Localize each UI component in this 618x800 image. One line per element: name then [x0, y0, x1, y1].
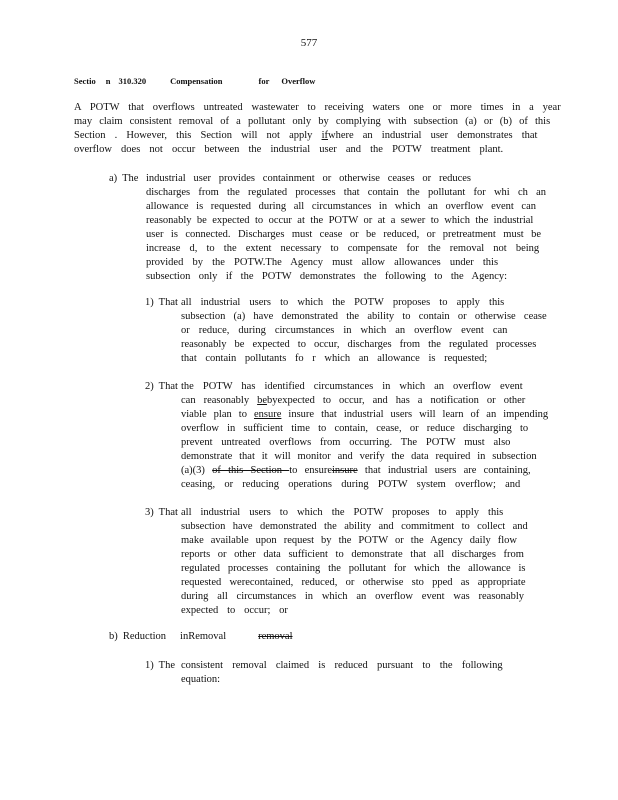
text-line: all industrial users to which the POTW proposes to apply this [181, 297, 505, 308]
heading-title-word-3: Overflow [281, 76, 316, 86]
subsection-b-1-label: 1) The [145, 660, 176, 671]
text-line: equation: [181, 674, 221, 685]
text-line: can reasonably bebyexpected to occur, and has a notification or other [181, 395, 526, 406]
text-line: consistent removal claimed is reduced pursuant to the following [181, 660, 503, 671]
text-line: during all circumstances in which an overflow event was reasonably [181, 591, 524, 602]
text-line: prevent untreated overflows from occurring. The POTW must also [181, 437, 511, 448]
text-line: reports or other data sufficient to demonstrate that all discharges from [181, 549, 524, 560]
text-line: subsection have demonstrated the ability and commitment to collect and [181, 521, 528, 532]
deleted-text: insure [332, 465, 358, 476]
text-line: expected to occur; or [181, 605, 288, 616]
text-line: reasonably be expected to occur at the POTW or at a sewer to which the industrial [146, 215, 534, 226]
deleted-text: removal [258, 631, 293, 642]
text-line: allowance is requested during all circumstances in which an overflow event can [146, 201, 537, 212]
section-number: 310.320 [118, 76, 147, 86]
text-line: all industrial users to which the POTW proposes to apply this [181, 507, 504, 518]
intro-line: may claim consistent removal of a pollutant only by complying with subsection (a) or (b) of this [74, 116, 551, 127]
text-line: the POTW has identified circumstances in which an overflow event [181, 381, 523, 392]
section-word: Sectio [74, 76, 96, 86]
text-line: demonstrate that it will monitor and verify the data required in subsection [181, 451, 537, 462]
text-line: discharges from the regulated processes that contain the pollutant for whi ch an [146, 187, 546, 198]
intro-paragraph [74, 101, 561, 157]
inserted-text: be [257, 395, 268, 406]
text-line: increase d, to the extent necessary to compensate for the removal not being [146, 243, 540, 254]
text-line: make available upon request by the POTW or the Agency daily flow [181, 535, 518, 546]
text-line: subsection only if the POTW demonstrates the following to the Agency: [146, 271, 508, 282]
deleted-text: of this Section [212, 465, 290, 476]
text-line: regulated processes containing the pollutant for which the allowance is [181, 563, 526, 574]
subsection-a-1-label: 1) That [145, 297, 178, 308]
intro-line: Section . However, this Section will not apply ifwhere an industrial user demonstrates that [74, 130, 538, 141]
subsection-a-3-label: 3) That [145, 507, 178, 518]
heading-title-word-1: Compensation [170, 76, 223, 86]
subsection-b [109, 630, 539, 644]
section-letter: n [105, 76, 111, 86]
text-line: overflow in sufficient time to contain, cease, or reduce discharging to [181, 423, 529, 434]
text-line: industrial user provides containment or otherwise ceases or reduces [146, 173, 472, 184]
intro-line: A POTW that overflows untreated wastewater to receiving waters one or more times in a year [74, 102, 561, 113]
subsection-a-2-label: 2) That [145, 381, 178, 392]
section-heading [74, 74, 315, 88]
heading-title-word-2: for [258, 76, 270, 86]
text-line: reasonably be expected to occur, discharges from the regulated processes [181, 339, 537, 350]
text-line: user is connected. Discharges must cease or be reduced, or pretreatment must be [146, 229, 542, 240]
inserted-text: if [321, 130, 328, 141]
inserted-text: ensure [253, 409, 282, 420]
text-line: provided by the POTW.The Agency must allow allowances under this [146, 257, 499, 268]
intro-line: overflow does not occur between the industrial user and the POTW treatment plant. [74, 144, 504, 155]
subsection-a-label: a) The [109, 173, 139, 184]
text-line: viable plan to ensure insure that industrial users will learn of an impending [181, 409, 549, 420]
text-line: or reduce, during circumstances in which an overflow event can [181, 325, 508, 336]
text-line: that contain pollutants fo r which an allowance is requested; [181, 353, 488, 364]
text-line: requested werecontained, reduced, or otherwise sto pped as appropriate [181, 577, 526, 588]
subsection-b-title: inRemoval [180, 631, 227, 642]
page-number: 577 [300, 37, 318, 49]
text-line: subsection (a) have demonstrated the ability to contain or otherwise cease [181, 311, 547, 322]
text-line: (a)(3) of this Section to ensureinsure that industrial users are containing, [181, 465, 531, 476]
subsection-b-label: b) Reduction [109, 631, 167, 642]
text-line: ceasing, or reducing operations during POTW system overflow; and [181, 479, 521, 490]
